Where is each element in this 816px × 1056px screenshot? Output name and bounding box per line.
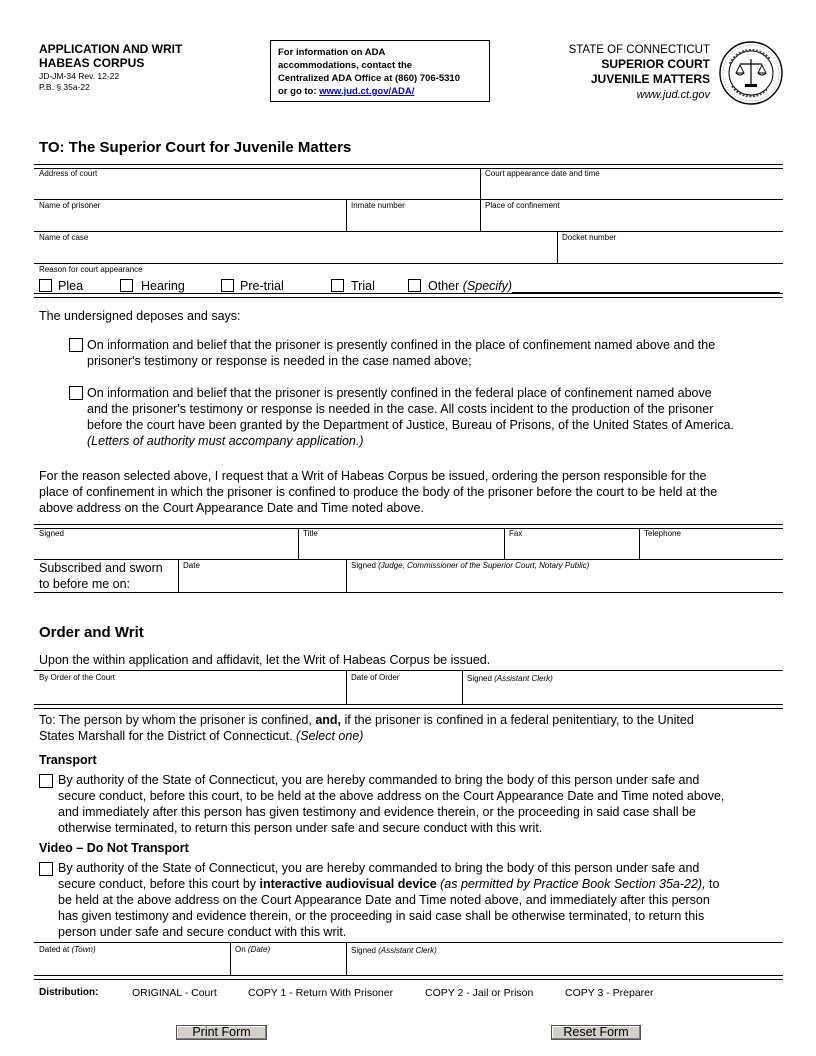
practice-book-ref: P.B. § 35a-22 <box>39 82 90 92</box>
col-divider <box>346 670 347 704</box>
to-person-line <box>39 728 799 744</box>
plea-label: Plea <box>58 279 84 293</box>
option-state-line: prisoner's testimony or response is needed in the case named above; <box>87 354 472 368</box>
on-date-input[interactable] <box>234 957 342 973</box>
order-signed-input[interactable] <box>466 685 780 702</box>
ada-line-2: accommodations, contact the <box>278 60 413 71</box>
video-checkbox[interactable] <box>39 862 53 876</box>
col-divider <box>346 559 347 592</box>
video-part: to <box>705 877 720 891</box>
distribution-copy-1: COPY 1 - Return With Prisoner <box>248 987 394 999</box>
address-of-court-label: Address of court <box>39 169 98 178</box>
col-divider <box>557 231 558 263</box>
form-number: JD-JM-34 Rev. 12-22 <box>39 71 120 81</box>
state-seal-icon <box>718 40 784 106</box>
fax-label: Fax <box>509 529 523 538</box>
ada-info-box <box>270 40 490 102</box>
specify-text: (Specify) <box>462 279 513 293</box>
distribution-label: Distribution: <box>39 987 99 998</box>
pretrial-checkbox[interactable] <box>221 279 234 292</box>
sworn-signed-label <box>351 561 589 571</box>
final-signed-label <box>351 946 437 956</box>
final-signed-text: Signed <box>351 946 379 955</box>
request-line: place of confinement in which the prisoner is confined to produce the body of the prisoner before the court to be held at the <box>39 485 718 499</box>
name-of-prisoner-label: Name of prisoner <box>39 201 101 210</box>
col-divider <box>346 199 347 231</box>
transport-line: otherwise terminated, to return this person under safe and secure conduct with this writ. <box>58 821 543 835</box>
ada-line-3: Centralized ADA Office at (860) 706-5310 <box>278 73 460 84</box>
to-person-line <box>39 712 799 728</box>
ada-line-4: or go to: <box>278 86 320 97</box>
video-practice-note: (as permitted by Practice Book Section 35a-22), <box>436 877 706 891</box>
to-person-part: To: The person by whom the prisoner is confined, <box>39 713 316 727</box>
inmate-number-label: Inmate number <box>351 201 405 210</box>
federal-confinement-checkbox[interactable] <box>69 386 83 400</box>
final-signed-note: (Assistant Clerk) <box>378 946 437 955</box>
address-of-court-input[interactable] <box>38 181 476 197</box>
on-text: On <box>235 945 248 954</box>
ada-link[interactable]: www.jud.ct.gov/ADA/ <box>319 86 415 97</box>
place-of-confinement-input[interactable] <box>484 213 780 229</box>
court-header <box>520 43 710 103</box>
specify-underline <box>512 292 780 293</box>
video-line: has given testimony and evidence therein, or the proceeding in said case shall be otherwise terminated, to return this <box>58 909 705 923</box>
video-text <box>58 860 798 940</box>
town-note: (Town) <box>71 945 96 954</box>
reset-form-button[interactable]: Reset Form <box>551 1025 641 1040</box>
final-row-bottom-rule <box>34 975 783 980</box>
col-divider <box>346 942 347 975</box>
name-of-case-label: Name of case <box>39 233 89 242</box>
docket-number-input[interactable] <box>561 245 780 261</box>
video-line <box>58 876 798 892</box>
by-order-label: By Order of the Court <box>39 673 116 682</box>
pretrial-label: Pre-trial <box>240 279 284 293</box>
option-state-line: On information and belief that the prisoner is presently confined in the place of confinement named above and the <box>87 338 716 352</box>
state-confinement-checkbox[interactable] <box>69 338 83 352</box>
col-divider <box>178 559 179 592</box>
col-divider <box>639 528 640 559</box>
court-name: SUPERIOR COURT <box>601 57 710 71</box>
on-date-label <box>235 945 270 955</box>
order-row-bottom-rule <box>34 704 783 709</box>
request-line: For the reason selected above, I request that a Writ of Habeas Corpus be issued, ordering the person responsible for the <box>39 469 707 483</box>
sworn-label-line: Subscribed and sworn <box>39 561 163 575</box>
to-person-and: and, <box>315 713 342 727</box>
to-person-part: if the prisoner is confined in a federal penitentiary, to the United <box>341 713 694 727</box>
distribution-copy-2: COPY 2 - Jail or Prison <box>425 987 534 999</box>
plea-checkbox[interactable] <box>39 279 52 292</box>
date-note: (Date) <box>247 945 271 954</box>
name-of-prisoner-input[interactable] <box>38 213 342 229</box>
col-divider <box>504 528 505 559</box>
col-divider <box>480 168 481 199</box>
col-divider <box>462 670 463 704</box>
video-part: secure conduct, before this court by <box>58 877 260 891</box>
transport-heading: Transport <box>39 753 97 767</box>
form-title <box>39 42 182 70</box>
sworn-signed-note: (Judge, Commissioner of the Superior Court, Notary Public) <box>378 561 590 570</box>
option-federal-line: before the court have been granted by the Department of Justice, Bureau of Prisons, of the United States of America. <box>87 418 734 432</box>
option-federal-note: (Letters of authority must accompany application.) <box>87 434 364 448</box>
transport-text <box>58 772 798 836</box>
signed-input[interactable] <box>38 541 294 557</box>
court-appearance-label: Court appearance date and time <box>485 169 600 178</box>
dated-at-input[interactable] <box>38 957 226 973</box>
other-label <box>428 278 512 294</box>
select-one-note: (Select one) <box>296 729 364 743</box>
form-title-line-2: HABEAS CORPUS <box>39 56 145 70</box>
sworn-signed-text: Signed <box>351 561 379 570</box>
date-of-order-input[interactable] <box>350 685 458 702</box>
docket-number-label: Docket number <box>562 233 617 242</box>
reason-label: Reason for court appearance <box>39 265 143 274</box>
order-heading: Order and Writ <box>39 624 144 641</box>
distribution-original: ORIGINAL - Court <box>132 987 217 999</box>
video-line: person under safe and secure conduct with this writ. <box>58 925 347 939</box>
row-divider <box>34 231 783 232</box>
option-federal-line: On information and belief that the prisoner is presently confined in the federal place of confinement named above <box>87 386 712 400</box>
option-state-text <box>87 337 787 369</box>
request-text <box>39 468 799 516</box>
order-row-top-rule <box>34 670 783 671</box>
transport-line: By authority of the State of Connecticut, you are hereby commanded to bring the body of this person under safe and <box>58 773 700 787</box>
video-device: interactive audiovisual device <box>259 877 437 891</box>
video-heading: Video – Do Not Transport <box>39 841 189 855</box>
print-form-button[interactable]: Print Form <box>176 1025 267 1040</box>
inmate-number-input[interactable] <box>350 213 476 229</box>
by-order-input[interactable] <box>38 685 342 702</box>
to-person-text <box>39 712 799 744</box>
sworn-label <box>39 560 163 592</box>
sworn-date-input[interactable] <box>182 573 342 590</box>
place-of-confinement-label: Place of confinement <box>485 201 560 210</box>
other-specify-input[interactable] <box>512 277 780 292</box>
hearing-label: Hearing <box>141 279 185 293</box>
video-line: By authority of the State of Connecticut, you are hereby commanded to bring the body of this person under safe and <box>58 861 700 875</box>
other-text: Other <box>428 279 463 293</box>
dated-at-label <box>39 945 96 955</box>
ada-line-1: For information on ADA <box>278 47 386 58</box>
telephone-input[interactable] <box>643 541 780 557</box>
title-label: Title <box>303 529 318 538</box>
col-divider <box>230 942 231 975</box>
trial-label: Trial <box>351 279 375 293</box>
option-federal-line: and the prisoner's testimony or response is needed in the case. All costs incident to the production of the prisoner <box>87 402 714 416</box>
request-line: above address on the Court Appearance Date and Time noted above. <box>39 501 424 515</box>
dated-at-text: Dated at <box>39 945 72 954</box>
final-signed-input[interactable] <box>350 957 780 973</box>
order-signed-note: (Assistant Clerk) <box>494 674 553 683</box>
other-checkbox[interactable] <box>408 279 421 292</box>
final-row-top-rule <box>34 942 783 943</box>
sworn-date-label: Date <box>183 561 200 570</box>
col-divider <box>298 528 299 559</box>
to-person-part: States Marshall for the District of Connecticut. <box>39 729 297 743</box>
to-heading: TO: The Superior Court for Juvenile Matters <box>39 139 352 156</box>
signed-label: Signed <box>39 529 64 538</box>
court-website: www.jud.ct.gov <box>636 89 710 101</box>
sworn-label-line: to before me on: <box>39 577 131 591</box>
row-divider <box>34 263 783 264</box>
court-appearance-input[interactable] <box>484 181 780 197</box>
form-number-block <box>39 71 119 93</box>
video-line: be held at the above address on the Court Appearance Date and Time noted above, and immediately after this person <box>58 893 710 907</box>
transport-checkbox[interactable] <box>39 774 53 788</box>
fax-input[interactable] <box>508 541 635 557</box>
order-signed-text: Signed <box>467 674 495 683</box>
row-divider <box>34 199 783 200</box>
date-of-order-label: Date of Order <box>351 673 400 682</box>
transport-line: secure conduct, before this court, to be held at the above address on the Court Appearance Date and Time noted above, <box>58 789 725 803</box>
distribution-copy-3: COPY 3 - Preparer <box>565 987 654 999</box>
state-name: STATE OF CONNECTICUT <box>568 44 710 56</box>
trial-checkbox[interactable] <box>331 279 344 292</box>
order-signed-label <box>467 674 553 684</box>
sworn-signed-input[interactable] <box>350 573 780 590</box>
title-input[interactable] <box>302 541 500 557</box>
transport-line: and immediately after this person has given testimony and evidence therein, or the proceeding in said case shall be <box>58 805 696 819</box>
telephone-label: Telephone <box>644 529 681 538</box>
hearing-checkbox[interactable] <box>120 279 133 292</box>
option-federal-text <box>87 385 797 449</box>
name-of-case-input[interactable] <box>38 245 553 261</box>
order-text: Upon the within application and affidavit, let the Writ of Habeas Corpus be issued. <box>39 653 491 667</box>
col-divider <box>480 199 481 231</box>
row-divider <box>34 592 783 593</box>
form-title-line-1: APPLICATION AND WRIT <box>39 42 183 56</box>
table-top-rule <box>34 164 783 169</box>
deposes-text: The undersigned deposes and says: <box>39 309 241 323</box>
court-division: JUVENILE MATTERS <box>590 72 710 86</box>
